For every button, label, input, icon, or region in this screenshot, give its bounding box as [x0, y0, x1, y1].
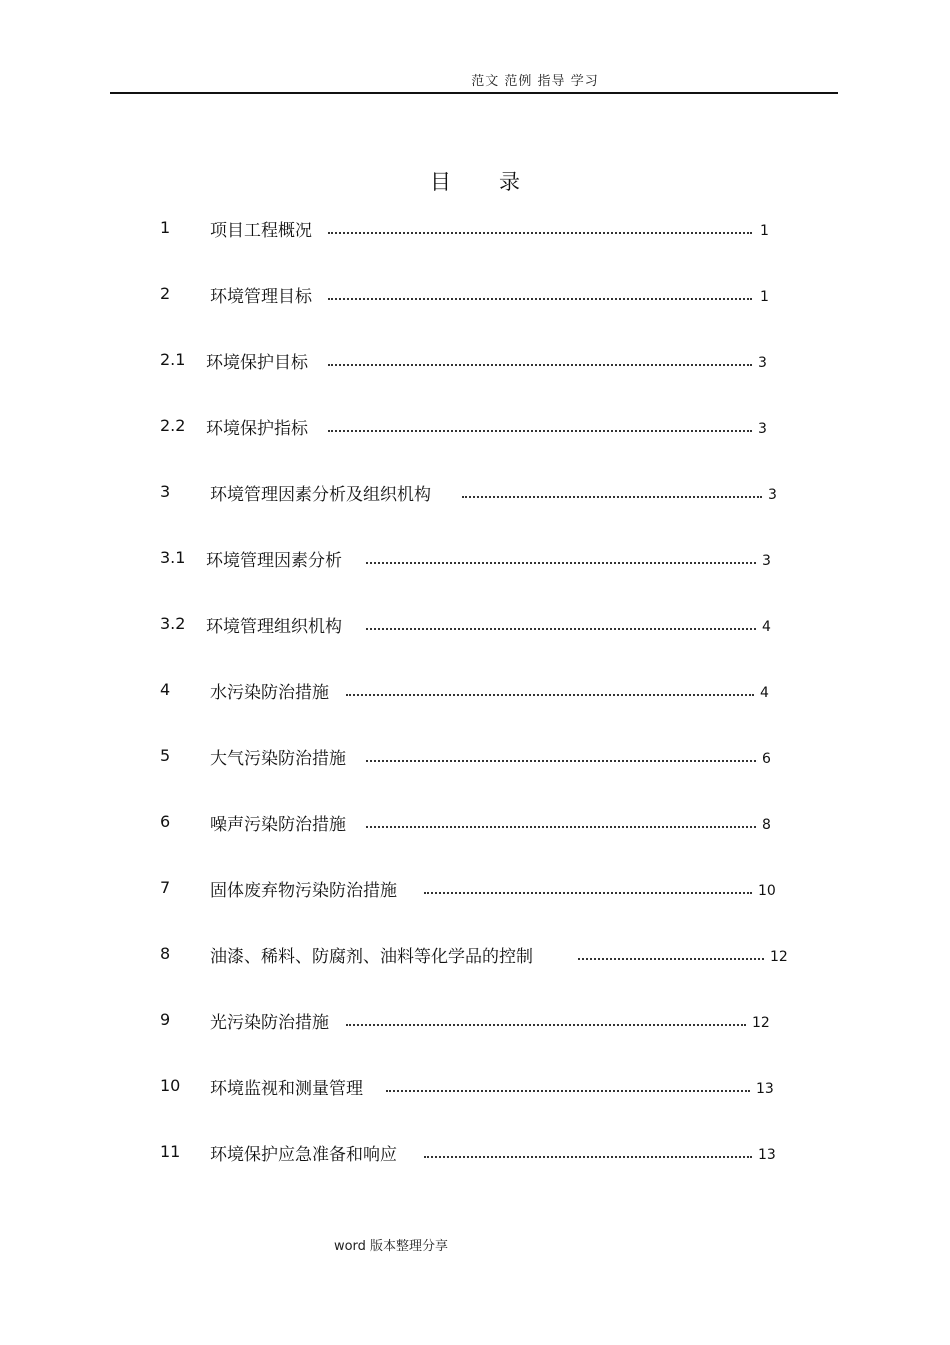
toc-dot-leader: [366, 628, 756, 630]
toc-dot-leader: [366, 826, 756, 828]
toc-entry-page: 13: [758, 1147, 776, 1163]
toc-entry[interactable]: [160, 538, 800, 604]
toc-entry-number: 11: [160, 1142, 181, 1161]
toc-entry-page: 3: [758, 421, 767, 437]
toc-entry-page: 13: [756, 1081, 774, 1097]
toc-entry-label: 固体废弃物污染防治措施: [210, 881, 397, 901]
toc-entry[interactable]: [160, 1066, 800, 1132]
toc-entry-label: 环境管理因素分析及组织机构: [210, 485, 431, 505]
toc-entry-page: 8: [762, 817, 771, 833]
page-footer-text: word 版本整理分享: [333, 1239, 449, 1254]
toc-entry-page: 3: [768, 487, 777, 503]
toc-entry-number: 2: [160, 284, 171, 303]
toc-entry-page: 1: [760, 289, 769, 305]
toc-dot-leader: [328, 298, 752, 300]
toc-entry-page: 10: [758, 883, 776, 899]
toc-dot-leader: [578, 958, 764, 960]
toc-entry[interactable]: [160, 934, 800, 1000]
toc-entry-label: 大气污染防治措施: [210, 749, 346, 769]
toc-entry-label: 环境保护指标: [206, 419, 308, 439]
toc-dot-leader: [346, 694, 754, 696]
toc-entry-label: 环境保护目标: [206, 353, 308, 373]
toc-entry[interactable]: [160, 406, 800, 472]
toc-entry[interactable]: [160, 472, 800, 538]
toc-entry-label: 项目工程概况: [210, 221, 312, 241]
table-of-contents: [160, 208, 800, 1198]
toc-entry[interactable]: [160, 670, 800, 736]
toc-entry-number: 3.1: [160, 548, 186, 567]
page-header-text: 范文 范例 指导 学习: [471, 74, 599, 89]
toc-entry[interactable]: [160, 340, 800, 406]
toc-entry[interactable]: [160, 604, 800, 670]
toc-title-left: 目: [430, 170, 451, 194]
toc-dot-leader: [386, 1090, 750, 1092]
toc-dot-leader: [328, 430, 752, 432]
toc-entry[interactable]: [160, 274, 800, 340]
toc-entry-number: 3.2: [160, 614, 186, 633]
toc-entry[interactable]: [160, 736, 800, 802]
toc-entry-number: 2.2: [160, 416, 186, 435]
toc-entry-label: 环境监视和测量管理: [210, 1079, 363, 1099]
toc-entry-number: 10: [160, 1076, 181, 1095]
toc-entry-label: 环境管理组织机构: [206, 617, 342, 637]
toc-entry-number: 6: [160, 812, 171, 831]
toc-entry-label: 水污染防治措施: [210, 683, 329, 703]
toc-entry-label: 环境管理目标: [210, 287, 312, 307]
toc-entry[interactable]: [160, 868, 800, 934]
toc-entry-label: 油漆、稀料、防腐剂、油料等化学品的控制: [210, 947, 533, 967]
toc-entry-number: 4: [160, 680, 171, 699]
toc-entry-label: 环境保护应急准备和响应: [210, 1145, 397, 1165]
toc-entry[interactable]: [160, 1132, 800, 1198]
toc-entry-label: 光污染防治措施: [210, 1013, 329, 1033]
toc-dot-leader: [346, 1024, 746, 1026]
toc-dot-leader: [328, 364, 752, 366]
toc-dot-leader: [328, 232, 752, 234]
toc-entry-page: 12: [770, 949, 788, 965]
toc-dot-leader: [462, 496, 762, 498]
toc-entry[interactable]: [160, 802, 800, 868]
toc-dot-leader: [366, 760, 756, 762]
toc-entry-page: 6: [762, 751, 771, 767]
toc-entry-page: 3: [758, 355, 767, 371]
toc-entry-number: 3: [160, 482, 171, 501]
toc-title-right: 录: [499, 170, 520, 194]
toc-entry-number: 8: [160, 944, 171, 963]
toc-entry-label: 环境管理因素分析: [206, 551, 342, 571]
toc-entry-page: 1: [760, 223, 769, 239]
toc-entry-page: 12: [752, 1015, 770, 1031]
toc-title: [0, 166, 950, 196]
toc-entry-number: 2.1: [160, 350, 186, 369]
toc-entry-number: 5: [160, 746, 171, 765]
header-divider: [110, 92, 838, 94]
toc-dot-leader: [424, 892, 752, 894]
toc-entry[interactable]: [160, 1000, 800, 1066]
toc-entry-label: 噪声污染防治措施: [210, 815, 346, 835]
toc-entry-number: 1: [160, 218, 171, 237]
toc-entry-page: 3: [762, 553, 771, 569]
toc-entry-number: 9: [160, 1010, 171, 1029]
toc-entry-page: 4: [762, 619, 771, 635]
toc-entry-page: 4: [760, 685, 769, 701]
toc-entry-number: 7: [160, 878, 171, 897]
toc-dot-leader: [366, 562, 756, 564]
toc-dot-leader: [424, 1156, 752, 1158]
toc-entry[interactable]: [160, 208, 800, 274]
